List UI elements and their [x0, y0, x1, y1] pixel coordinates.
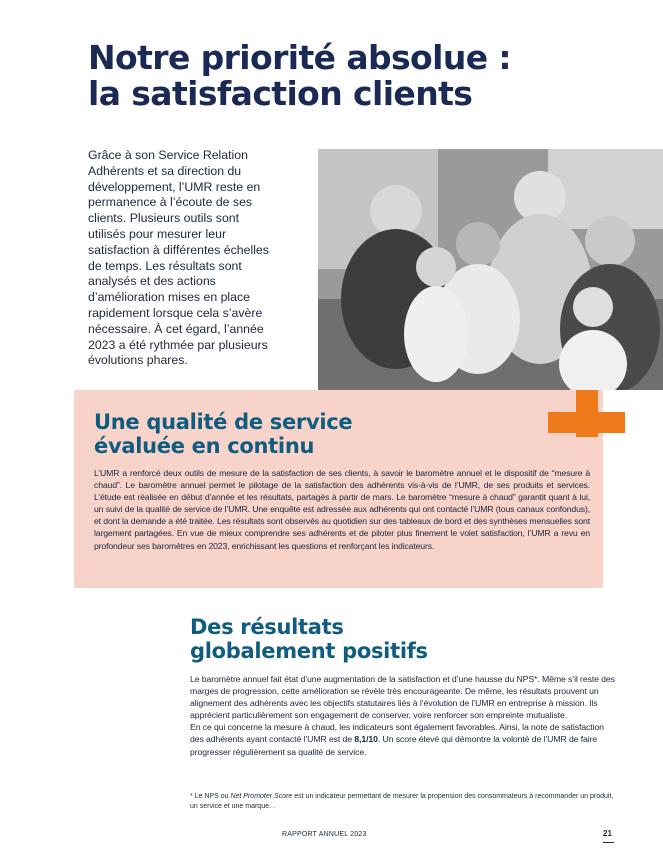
page-number-underline	[603, 842, 614, 843]
satisfaction-score: 8,1/10	[354, 734, 378, 745]
footnote-suffix: est un indicateur permettant de mesurer la propension des consommateurs à recommander un produit, un service et une marque. .	[190, 793, 614, 810]
intro-paragraph: Grâce à son Service Relation Adhérents et sa direction du développement, l’UMR reste en permanence à l’écoute de ses clients. Plusieurs outils sont utilisés pour mesurer leur satisfaction à différentes échelles de temps. Les résultats sont analysés et des actions d’amélioration mises en place rapidement lorsque cela s’avère nécessaire. À cet égard, l’année 2023 a été rythmée par plusieurs évolutions phares.	[88, 148, 269, 368]
results-paragraph-2	[190, 721, 615, 757]
section-heading-quality	[94, 410, 514, 458]
results-paragraph-2-start: En ce qui concerne la mesure à chaud, les indicateurs sont également favorables. Ainsi, la note de satisfaction des adhérents ayant contacté l’UMR est de	[190, 722, 604, 745]
family-photo	[318, 149, 663, 390]
footnote	[190, 792, 615, 812]
section-body-results	[190, 673, 615, 758]
footer-label: RAPPORT ANNUEL 2023	[282, 831, 367, 838]
plus-icon	[548, 390, 625, 437]
footnote-prefix: * Le NPS ou	[190, 793, 231, 800]
page-title-line-1: Notre priorité absolue :	[88, 38, 511, 77]
results-paragraph-1: Le baromètre annuel fait état d’une augmentation de la satisfaction et d’une hausse du NPS*. Même s’il reste des marges de progression, cette amélioration se révèle très encourageante. De même, les résultats prouvent un alignement des adhérents avec les objectifs statutaires liés à l’évolution de l’UMR en entreprise à mission. Ils apprécient particulièrement son engagement de conserver, voire renforcer son empreinte mutualiste.	[190, 674, 615, 721]
page-number: 21	[603, 829, 612, 838]
section-heading-results-line-1: Des résultats	[190, 615, 344, 639]
section-heading-results-line-2: globalement positifs	[190, 639, 428, 663]
footnote-term: Net Promoter Score	[230, 793, 293, 800]
section-body-quality: L’UMR a renforcé deux outils de mesure de la satisfaction de ses clients, à savoir le baromètre annuel et le dispositif de “mesure à chaud”. Le baromètre annuel permet le pilotage de la satisfaction des adhérents vis-à-vis de l’UMR, de ses produits et services. L’étude est réalisée en début d’année et les résultats, partagés à partir de mars. Le baromètre “mesure à chaud” garantit quant à lui, un suivi de la qualité de service de l’UMR. Une enquête est adressée aux adhérents qui ont contacté l’UMR (tous canaux confondus), et dont la demande a été traitée. Les résultats sont observés au quotidien sur des tableaux de bord et des synthèses mensuelles sont largement partagées. En vue de mieux comprendre ses adhérents et de piloter plus finement le volet satisfaction, l’UMR a revu en profondeur ses baromètres en 2023, enrichissant les questions et renforçant les indicateurs.	[94, 468, 590, 551]
section-heading-quality-line-2: évaluée en continu	[94, 434, 315, 458]
page-title-line-2: la satisfaction clients	[88, 74, 473, 113]
results-paragraph-2-end: . Un score élevé qui démontre la volonté de l’UMR de faire progresser régulièrement sa qualité de service.	[190, 734, 598, 757]
page-title	[88, 40, 628, 112]
section-heading-results	[190, 615, 610, 663]
section-heading-quality-line-1: Une qualité de service	[94, 410, 353, 434]
